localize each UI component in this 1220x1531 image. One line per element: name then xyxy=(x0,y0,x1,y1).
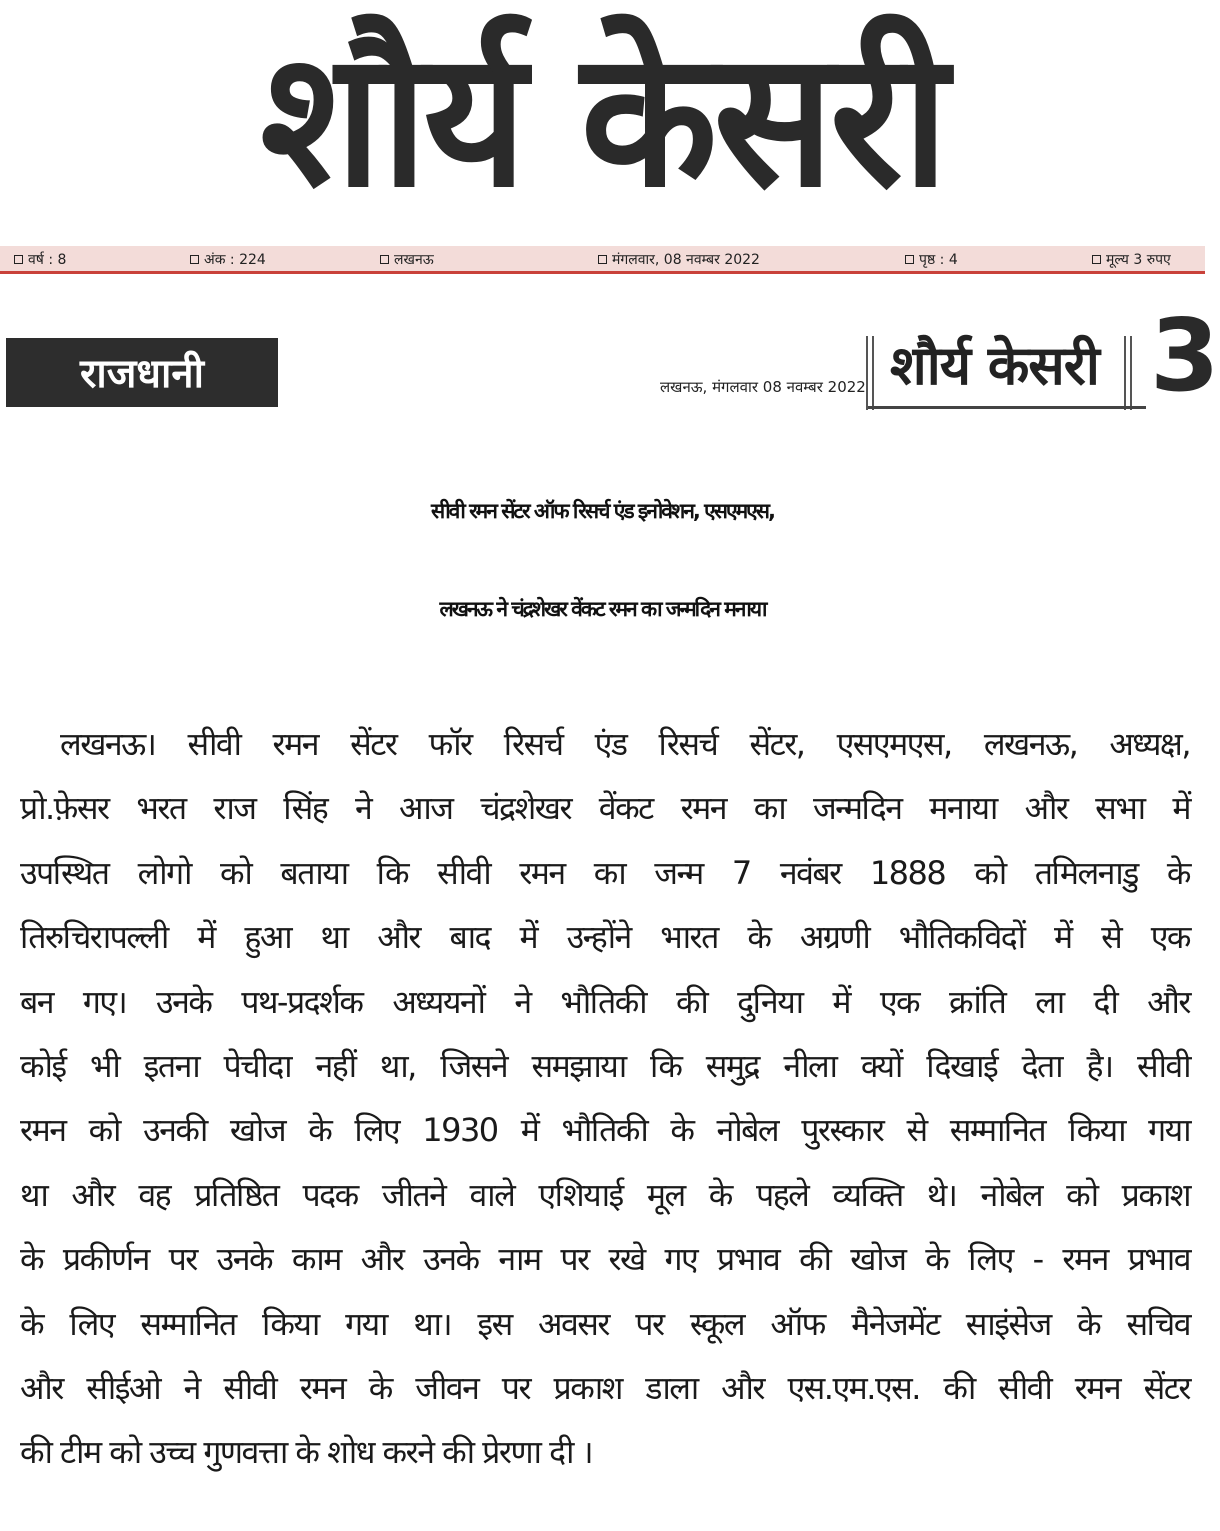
body-line: कोई भी इतना पेचीदा नहीं था, जिसने समझाया कि समुद्र नीला क्यों दिखाई देता है। सीवी xyxy=(20,1047,1190,1086)
body-line: के प्रकीर्णन पर उनके काम और उनके नाम पर रखे गए प्रभाव की खोज के लिए - रमन प्रभाव xyxy=(20,1240,1190,1279)
body-line: लखनऊ। सीवी रमन सेंटर फॉर रिसर्च एंड रिसर्च सेंटर, एसएमएस, लखनऊ, अध्यक्ष, xyxy=(60,725,1190,763)
headline-line: लखनऊ ने चंद्रशेखर वेंकट रमन का जन्मदिन मनाया xyxy=(439,597,766,621)
page-dateline: लखनऊ, मंगलवार 08 नवम्बर 2022 xyxy=(660,378,866,396)
headline-line: सीवी रमन सेंटर ऑफ रिसर्च एंड इनोवेशन, एसएमएस, xyxy=(431,499,774,523)
divider-left xyxy=(866,336,874,410)
body-line: उपस्थित लोगो को बताया कि सीवी रमन का जन्म 7 नवंबर 1888 को तमिलनाडु के xyxy=(20,853,1190,892)
info-volume: वर्ष : 8 xyxy=(14,250,66,269)
info-pages: पृष्ठ : 4 xyxy=(905,250,958,269)
body-line: के लिए सम्मानित किया गया था। इस अवसर पर स्कूल ऑफ मैनेजमेंट साइंसेज के सचिव xyxy=(20,1304,1190,1343)
body-line: की टीम को उच्च गुणवत्ता के शोध करने की प्रेरणा दी । xyxy=(20,1433,593,1472)
article-headline xyxy=(0,462,1205,658)
info-date: मंगलवार, 08 नवम्बर 2022 xyxy=(598,250,760,269)
divider-right xyxy=(1124,336,1132,410)
section-underline xyxy=(6,404,278,407)
masthead xyxy=(0,0,1205,240)
section-label: राजधानी xyxy=(6,338,278,404)
checkbox-square-icon xyxy=(905,255,914,264)
checkbox-square-icon xyxy=(190,255,199,264)
info-price: मूल्य 3 रुपए xyxy=(1092,250,1171,269)
body-line: था और वह प्रतिष्ठित पदक जीतने वाले एशियाई मूल के पहले व्यक्ति थे। नोबेल को प्रकाश xyxy=(20,1175,1190,1214)
info-issue: अंक : 224 xyxy=(190,250,266,269)
checkbox-square-icon xyxy=(598,255,607,264)
page-brand: शौर्य केसरी xyxy=(890,334,1099,397)
brand-rule xyxy=(868,406,1146,409)
body-line: और सीईओ ने सीवी रमन के जीवन पर प्रकाश डाला और एस.एम.एस. की सीवी रमन सेंटर xyxy=(20,1369,1190,1408)
newspaper-title: शौर्य केसरी xyxy=(260,10,945,229)
issue-info-bar xyxy=(0,246,1205,274)
body-line: प्रो.फ़ेसर भरत राज सिंह ने आज चंद्रशेखर वेंकट रमन का जन्मदिन मनाया और सभा में xyxy=(20,789,1190,828)
article-body xyxy=(20,712,1190,1485)
body-line: रमन को उनकी खोज के लिए 1930 में भौतिकी के नोबेल पुरस्कार से सम्मानित किया गया xyxy=(20,1111,1190,1150)
info-city: लखनऊ xyxy=(380,250,434,269)
checkbox-square-icon xyxy=(380,255,389,264)
checkbox-square-icon xyxy=(1092,255,1101,264)
body-line: तिरुचिरापल्ली में हुआ था और बाद में उन्होंने भारत के अग्रणी भौतिकविदों में से एक xyxy=(20,918,1190,957)
page-number: 3 xyxy=(1150,297,1220,414)
body-line: बन गए। उनके पथ-प्रदर्शक अध्ययनों ने भौतिकी की दुनिया में एक क्रांति ला दी और xyxy=(20,982,1190,1021)
checkbox-square-icon xyxy=(14,255,23,264)
